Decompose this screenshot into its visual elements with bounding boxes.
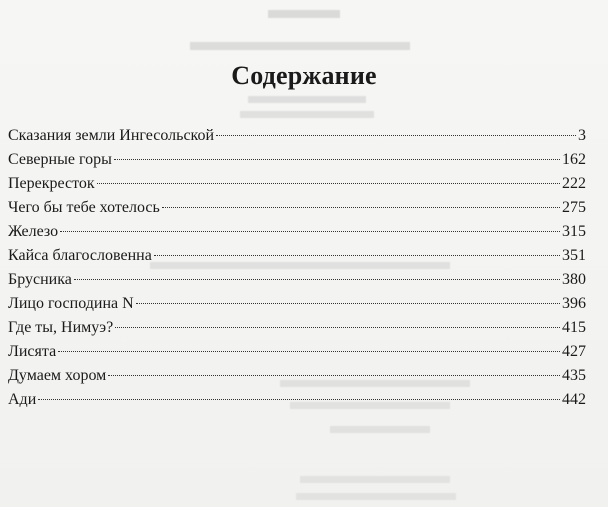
show-through-line (248, 96, 366, 103)
toc-entry-page-number: 222 (562, 175, 586, 192)
dot-leader (60, 231, 560, 232)
table-of-contents (8, 124, 586, 412)
toc-entry (8, 172, 586, 196)
toc-entry-page-number: 442 (562, 391, 586, 408)
toc-entry-title: Лисята (8, 343, 57, 360)
show-through-line (240, 111, 374, 118)
toc-entry-title: Ади (8, 391, 37, 408)
dot-leader (108, 375, 560, 376)
page-title: Содержание (231, 61, 377, 91)
toc-entry (8, 340, 586, 364)
dot-leader (114, 159, 560, 160)
toc-entry (8, 292, 586, 316)
dot-leader (74, 279, 560, 280)
show-through-line (296, 493, 456, 500)
toc-entry (8, 220, 586, 244)
toc-entry (8, 148, 586, 172)
dot-leader (216, 135, 576, 136)
dot-leader (162, 207, 560, 208)
show-through-line (190, 42, 410, 50)
toc-entry-page-number: 380 (562, 271, 586, 288)
toc-entry-title: Сказания земли Ингесольской (8, 127, 215, 144)
toc-entry-page-number: 3 (578, 127, 586, 144)
toc-entry-title: Северные горы (8, 151, 112, 168)
toc-entry-page-number: 415 (562, 319, 586, 336)
toc-entry-title: Где ты, Нимуэ? (8, 319, 114, 336)
toc-entry-page-number: 351 (562, 247, 586, 264)
toc-entry (8, 388, 586, 412)
dot-leader (154, 255, 560, 256)
dot-leader (38, 399, 560, 400)
toc-entry (8, 196, 586, 220)
show-through-line (300, 476, 450, 483)
toc-entry-title: Железо (8, 223, 59, 240)
toc-entry (8, 316, 586, 340)
dot-leader (97, 183, 560, 184)
toc-entry-page-number: 315 (562, 223, 586, 240)
toc-entry-page-number: 435 (562, 367, 586, 384)
dot-leader (115, 327, 560, 328)
toc-entry (8, 364, 586, 388)
toc-entry-page-number: 427 (562, 343, 586, 360)
toc-entry-title: Чего бы тебе хотелось (8, 199, 160, 216)
toc-entry-page-number: 275 (562, 199, 586, 216)
show-through-line (268, 10, 340, 18)
show-through-line (330, 426, 430, 433)
toc-entry (8, 268, 586, 292)
toc-entry-title: Лицо господина N (8, 295, 134, 312)
toc-entry-page-number: 396 (562, 295, 586, 312)
toc-entry-title: Думаем хором (8, 367, 107, 384)
toc-entry (8, 124, 586, 148)
toc-entry-title: Кайса благословенна (8, 247, 152, 264)
dot-leader (58, 351, 560, 352)
toc-entry-title: Перекресток (8, 175, 95, 192)
dot-leader (136, 303, 560, 304)
toc-entry (8, 244, 586, 268)
toc-entry-title: Брусника (8, 271, 72, 288)
toc-entry-page-number: 162 (562, 151, 586, 168)
